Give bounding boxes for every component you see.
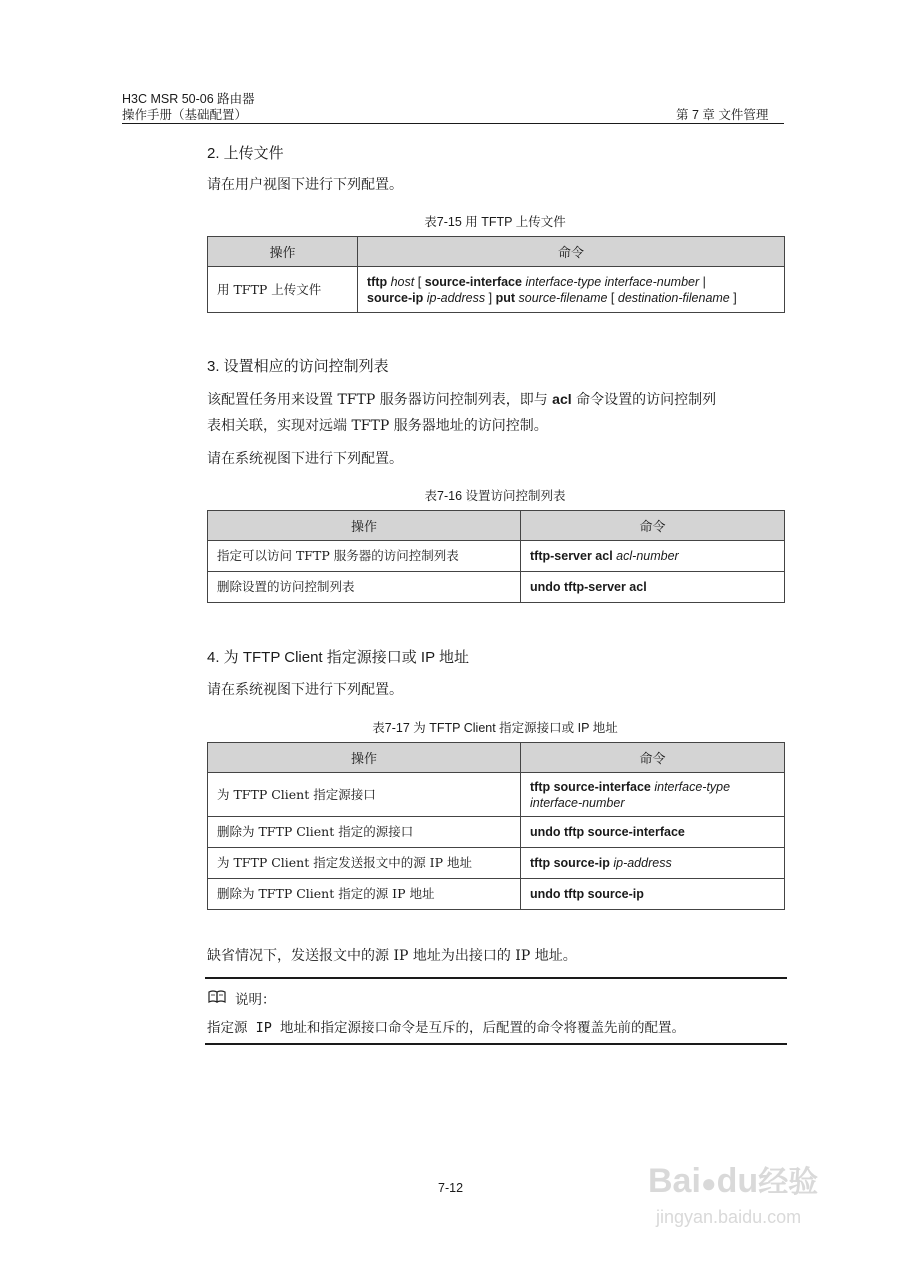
- note-text: 指定源 IP 地址和指定源接口命令是互斥的，后配置的命令将覆盖先前的配置。: [207, 1020, 686, 1036]
- table-header-op: 操作: [208, 237, 358, 267]
- table-cell-op: 指定可以访问 TFTP 服务器的访问控制列表: [208, 541, 521, 572]
- table-header-op: 操作: [208, 743, 521, 773]
- section-3-para-2: 请在系统视图下进行下列配置。: [207, 451, 403, 467]
- table-7-16: [207, 510, 785, 603]
- section-4-title: 4. 为 TFTP Client 指定源接口或 IP 地址: [207, 649, 469, 666]
- table-row: [208, 541, 785, 572]
- watermark-url: jingyan.baidu.com: [656, 1207, 802, 1227]
- default-note-text: 缺省情况下，发送报文中的源 IP 地址为出接口的 IP 地址。: [207, 948, 577, 964]
- table-7-17-caption: 表7-17 为 TFTP Client 指定源接口或 IP 地址: [372, 721, 618, 735]
- table-row: [208, 817, 785, 848]
- paw-icon: ●: [700, 1168, 717, 1198]
- table-7-15: [207, 236, 785, 313]
- table-row: [208, 773, 785, 817]
- table-cell-op: 为 TFTP Client 指定源接口: [208, 773, 521, 817]
- book-icon: [208, 989, 226, 1003]
- table-cell-cmd: tftp source-interface interface-type interface-number: [521, 773, 785, 817]
- table-header-op: 操作: [208, 511, 521, 541]
- table-cell-op: 用 TFTP 上传文件: [208, 267, 358, 313]
- table-7-15-caption: 表7-15 用 TFTP 上传文件: [424, 215, 566, 229]
- table-header-cmd: 命令: [521, 743, 785, 773]
- note-top-rule: [205, 977, 787, 979]
- section-2-intro: 请在用户视图下进行下列配置。: [207, 177, 403, 193]
- note-bottom-rule: [205, 1043, 787, 1045]
- header-manual: 操作手册（基础配置）: [122, 108, 248, 122]
- page-number: 7-12: [438, 1181, 464, 1195]
- table-7-17: [207, 742, 785, 910]
- section-2-title: 2. 上传文件: [207, 145, 284, 162]
- table-cell-cmd: tftp source-ip ip-address: [521, 848, 785, 879]
- section-3-title: 3. 设置相应的访问控制列表: [207, 358, 389, 375]
- table-cell-op: 删除为 TFTP Client 指定的源接口: [208, 817, 521, 848]
- table-cell-op: 删除设置的访问控制列表: [208, 572, 521, 603]
- table-row: [208, 848, 785, 879]
- header-product: H3C MSR 50-06 路由器: [122, 92, 255, 106]
- table-cell-cmd: tftp-server acl acl-number: [521, 541, 785, 572]
- table-cell-cmd: undo tftp source-ip: [521, 879, 785, 910]
- table-header-cmd: 命令: [521, 511, 785, 541]
- table-cell-cmd: tftp host [ source-interface interface-type interface-number | source-ip ip-address ] put source-filename [ destination-filename ]: [358, 267, 785, 313]
- watermark-logo: Bai●du经验: [648, 1162, 819, 1200]
- header-chapter: 第 7 章 文件管理: [676, 108, 769, 122]
- table-cell-op: 删除为 TFTP Client 指定的源 IP 地址: [208, 879, 521, 910]
- table-row: [208, 572, 785, 603]
- section-3-para-1: 该配置任务用来设置 TFTP 服务器访问控制列表，即与 acl 命令设置的访问控制列 表相关联，实现对远端 TFTP 服务器地址的访问控制。: [207, 391, 717, 434]
- table-row: [208, 879, 785, 910]
- note-title: 说明：: [235, 992, 276, 1008]
- table-7-16-caption: 表7-16 设置访问控制列表: [424, 489, 566, 503]
- table-cell-op: 为 TFTP Client 指定发送报文中的源 IP 地址: [208, 848, 521, 879]
- header-rule: [122, 123, 784, 124]
- table-header-cmd: 命令: [358, 237, 785, 267]
- table-cell-cmd: undo tftp source-interface: [521, 817, 785, 848]
- table-cell-cmd: undo tftp-server acl: [521, 572, 785, 603]
- section-4-intro: 请在系统视图下进行下列配置。: [207, 682, 403, 698]
- table-row: [208, 267, 785, 313]
